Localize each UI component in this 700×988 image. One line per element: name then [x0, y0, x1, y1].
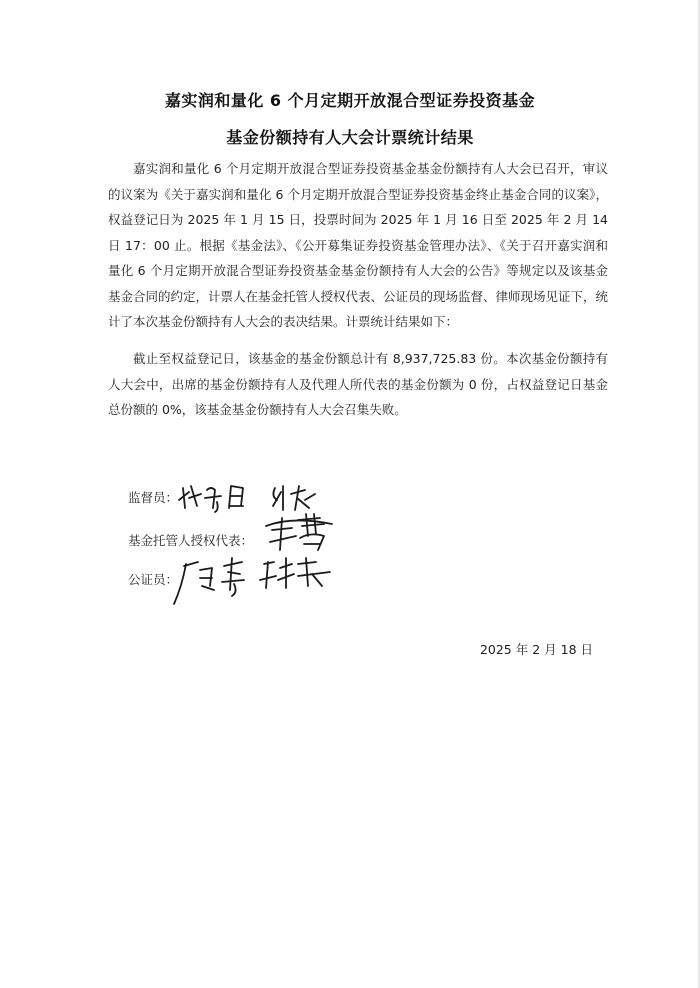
supervisor-label: 监督员： — [128, 490, 179, 505]
notary-label: 公证员： — [128, 572, 179, 587]
notary-signature — [170, 550, 350, 610]
document-title-line-2: 基金份额持有人大会计票统计结果 — [226, 128, 474, 147]
document-title-line-1: 嘉实润和量化 6 个月定期开放混合型证券投资基金 — [164, 91, 536, 110]
custodian-representative-signature — [262, 510, 342, 555]
custodian-representative-label: 基金托管人授权代表： — [128, 533, 254, 548]
body-paragraph-2: 截止至权益登记日，该基金的基金份额总计有 8,937,725.83 份。本次基金份额持有人大会中，出席的基金份额持有人及代理人所代表的基金份额为 0 份，占权益登记日基金总份额的 0%，该基金基金份额持有人大会召集失败。 — [108, 351, 608, 417]
body-paragraph-1: 嘉实润和量化 6 个月定期开放混合型证券投资基金基金份额持有人大会已召开，审议的议案为《关于嘉实润和量化 6 个月定期开放混合型证券投资基金终止基金合同的议案》，权益登记日为 2025 年 1 月 15 日，投票时间为 2025 年 1 月 16 日至 2025 年 2 月 14 日 17：00 止。根据《基金法》、《公开募集证券投资基金管理办法》、《关于召开嘉实润和量化 6 个月定期开放混合型证券投资基金基金份额持有人大会的公告》等规定以及该基金基金合同的约定，计票人在基金托管人授权代表、公证员的现场监督、律师现场见证下，统计了本次基金份额持有人大会的表决结果。计票统计结果如下： — [108, 161, 609, 329]
document-date: 2025 年 2 月 18 日 — [479, 642, 593, 657]
